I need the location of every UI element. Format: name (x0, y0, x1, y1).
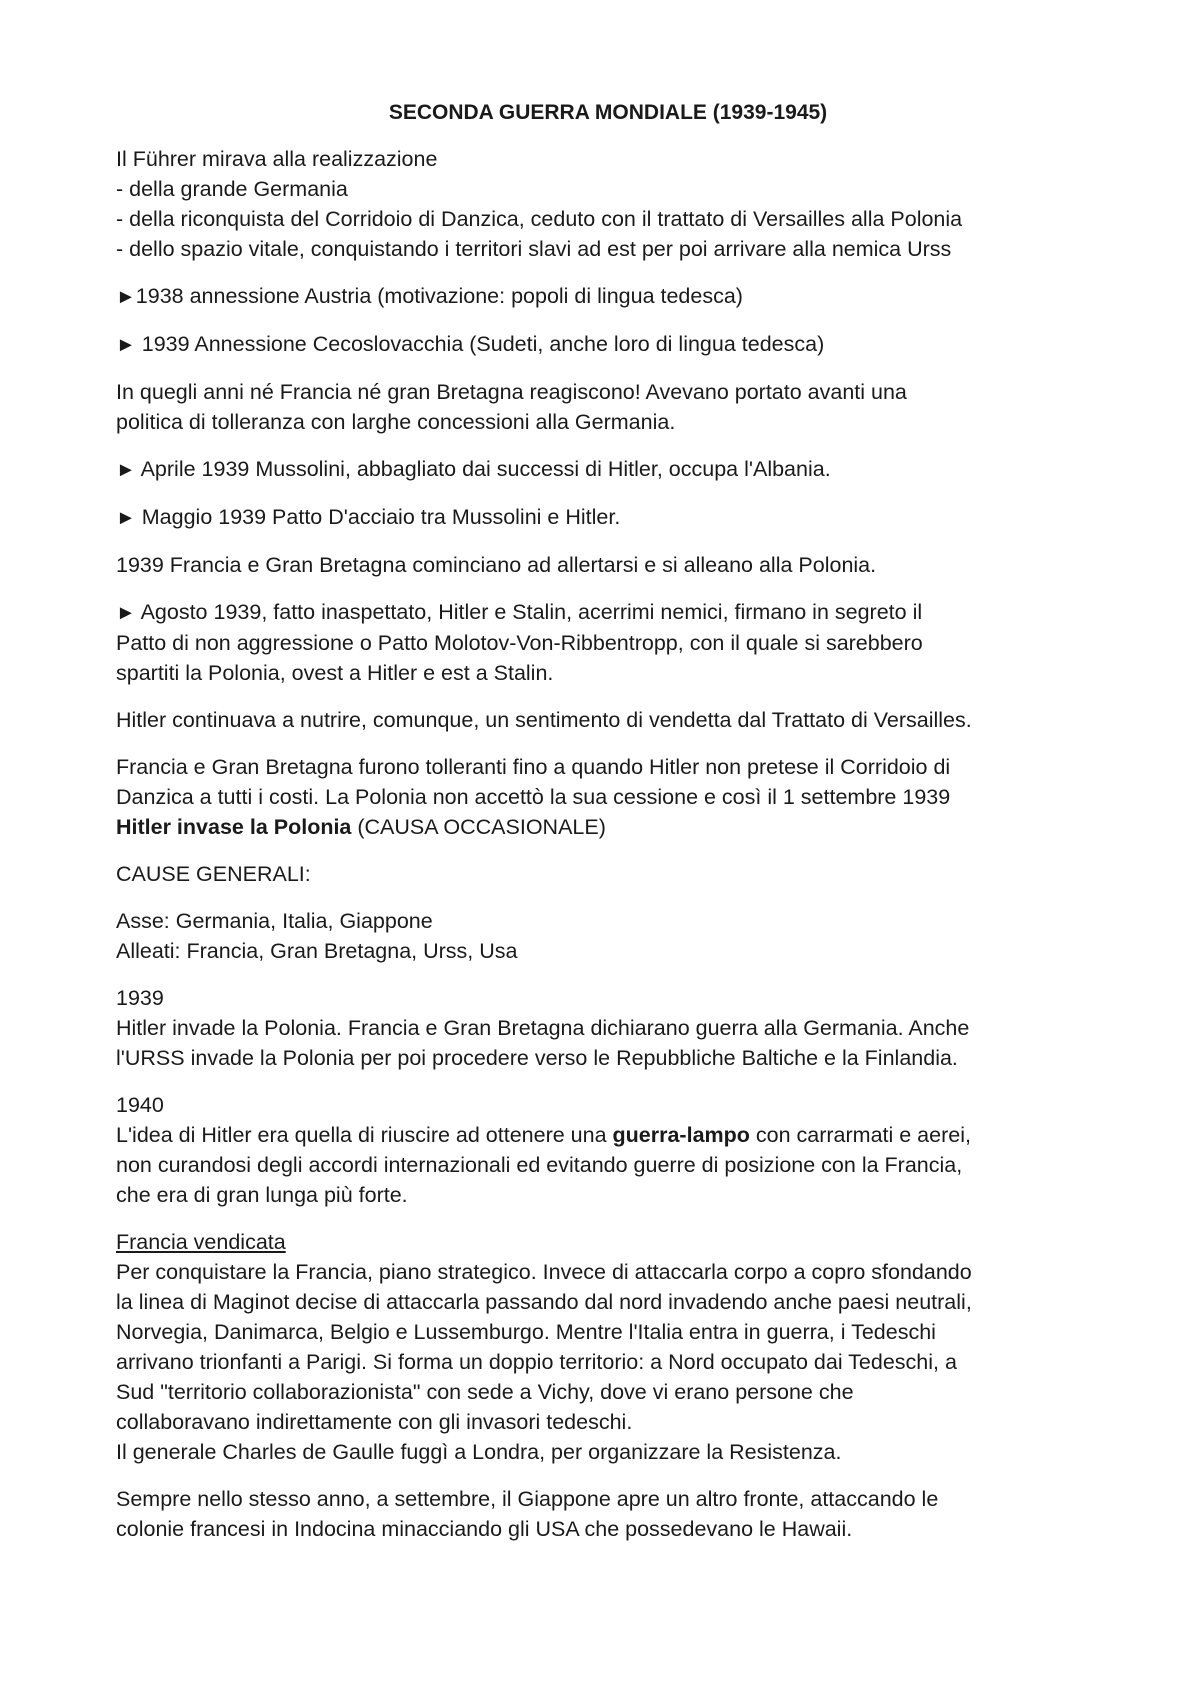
danzica-paragraph (116, 752, 1100, 842)
paragraph-line: Francia e Gran Bretagna furono tolleranti fino a quando Hitler non pretese il Corridoio di (116, 755, 951, 779)
arrow-icon: ► (116, 334, 136, 356)
intro-line: - della riconquista del Corridoio di Danzica, ceduto con il trattato di Versailles alla Polonia (116, 207, 963, 231)
asse-line: Asse: Germania, Italia, Giappone (116, 909, 433, 933)
alliance-paragraph: 1939 Francia e Gran Bretagna cominciano ad allertarsi e si alleano alla Polonia. (116, 553, 877, 577)
year-1940-section (116, 1090, 1100, 1210)
section-heading: Francia vendicata (116, 1230, 286, 1254)
paragraph-line (116, 812, 1100, 842)
sides-paragraph (116, 906, 1100, 966)
year-label: 1939 (116, 986, 164, 1010)
paragraph-line: Per conquistare la Francia, piano strategico. Invece di attaccarla corpo a copro sfondando (116, 1260, 972, 1284)
giappone-paragraph (116, 1484, 1100, 1544)
paragraph-line: In quegli anni né Francia né gran Bretagna reagiscono! Avevano portato avanti una (116, 380, 907, 404)
paragraph-line: Il generale Charles de Gaulle fuggì a Londra, per organizzare la Resistenza. (116, 1440, 842, 1464)
tolerance-paragraph (116, 377, 1100, 437)
arrow-icon: ► (116, 507, 136, 529)
intro-paragraph (116, 144, 1100, 264)
paragraph-line: Patto di non aggressione o Patto Molotov-Von-Ribbentropp, con il quale si sarebbero (116, 631, 923, 655)
cause-heading: CAUSE GENERALI: (116, 862, 311, 886)
vendetta-paragraph: Hitler continuava a nutrire, comunque, un sentimento di vendetta dal Trattato di Versailles. (116, 708, 972, 732)
intro-line: Il Führer mirava alla realizzazione (116, 147, 438, 171)
paragraph-line: non curandosi degli accordi internazionali ed evitando guerre di posizione con la Francia, (116, 1153, 963, 1177)
paragraph-line: Norvegia, Danimarca, Belgio e Lussemburgo. Mentre l'Italia entra in guerra, i Tedeschi (116, 1320, 936, 1344)
event-1938 (116, 281, 1100, 312)
plain-phrase: (CAUSA OCCASIONALE) (351, 815, 606, 839)
event-patto-acciaio (116, 502, 1100, 533)
paragraph-line: Hitler invade la Polonia. Francia e Gran Bretagna dichiarano guerra alla Germania. Anche (116, 1016, 970, 1040)
event-1939-cecoslovacchia (116, 329, 1100, 360)
paragraph-line: spartiti la Polonia, ovest a Hitler e est a Stalin. (116, 661, 554, 685)
paragraph-line: arrivano trionfanti a Parigi. Si forma un doppio territorio: a Nord occupato dai Tedeschi, a (116, 1350, 957, 1374)
paragraph-line: politica di tolleranza con larghe concessioni alla Germania. (116, 410, 676, 434)
paragraph-line: Sempre nello stesso anno, a settembre, il Giappone apre un altro fronte, attaccando le (116, 1487, 939, 1511)
paragraph-line (116, 1120, 1100, 1150)
document-title: SECONDA GUERRA MONDIALE (1939-1945) (388, 101, 828, 124)
molotov-paragraph (116, 597, 1100, 688)
arrow-icon: ► (116, 286, 136, 308)
event-text: 1939 Annessione Cecoslovacchia (Sudeti, anche loro di lingua tedesca) (135, 332, 825, 356)
alleati-line: Alleati: Francia, Gran Bretagna, Urss, Usa (116, 939, 518, 963)
paragraph-line: colonie francesi in Indocina minacciando gli USA che possedevano le Hawaii. (116, 1517, 853, 1541)
paragraph-line: la linea di Maginot decise di attaccarla passando dal nord invadendo anche paesi neutrali, (116, 1290, 972, 1314)
event-albania (116, 454, 1100, 485)
event-text: 1938 annessione Austria (motivazione: popoli di lingua tedesca) (135, 284, 743, 308)
intro-line: - della grande Germania (116, 177, 348, 201)
year-1939-section (116, 983, 1100, 1073)
paragraph-line: Danzica a tutti i costi. La Polonia non accettò la sua cessione e così il 1 settembre 1939 (116, 785, 951, 809)
paragraph-line: che era di gran lunga più forte. (116, 1183, 408, 1207)
arrow-icon: ► (116, 459, 136, 481)
paragraph-line (116, 597, 1100, 628)
intro-line: - dello spazio vitale, conquistando i territori slavi ad est per poi arrivare alla nemica Urss (116, 237, 952, 261)
arrow-icon: ► (116, 602, 136, 624)
bold-phrase: guerra-lampo (612, 1123, 750, 1147)
plain-phrase: con carrarmati e aerei, (749, 1123, 971, 1147)
event-text: Agosto 1939, fatto inaspettato, Hitler e Stalin, acerrimi nemici, firmano in segreto il (135, 600, 923, 624)
plain-phrase: L'idea di Hitler era quella di riuscire ad ottenere una (116, 1123, 613, 1147)
paragraph-line: Sud "territorio collaborazionista" con sede a Vichy, dove vi erano persone che (116, 1380, 854, 1404)
bold-phrase: Hitler invase la Polonia (116, 815, 352, 839)
event-text: Maggio 1939 Patto D'acciaio tra Mussolini e Hitler. (135, 505, 621, 529)
year-label: 1940 (116, 1093, 164, 1117)
paragraph-line: l'URSS invade la Polonia per poi procedere verso le Repubbliche Baltiche e la Finlandia. (116, 1046, 958, 1070)
francia-section (116, 1227, 1100, 1467)
paragraph-line: collaboravano indirettamente con gli invasori tedeschi. (116, 1410, 633, 1434)
event-text: Aprile 1939 Mussolini, abbagliato dai successi di Hitler, occupa l'Albania. (135, 457, 831, 481)
